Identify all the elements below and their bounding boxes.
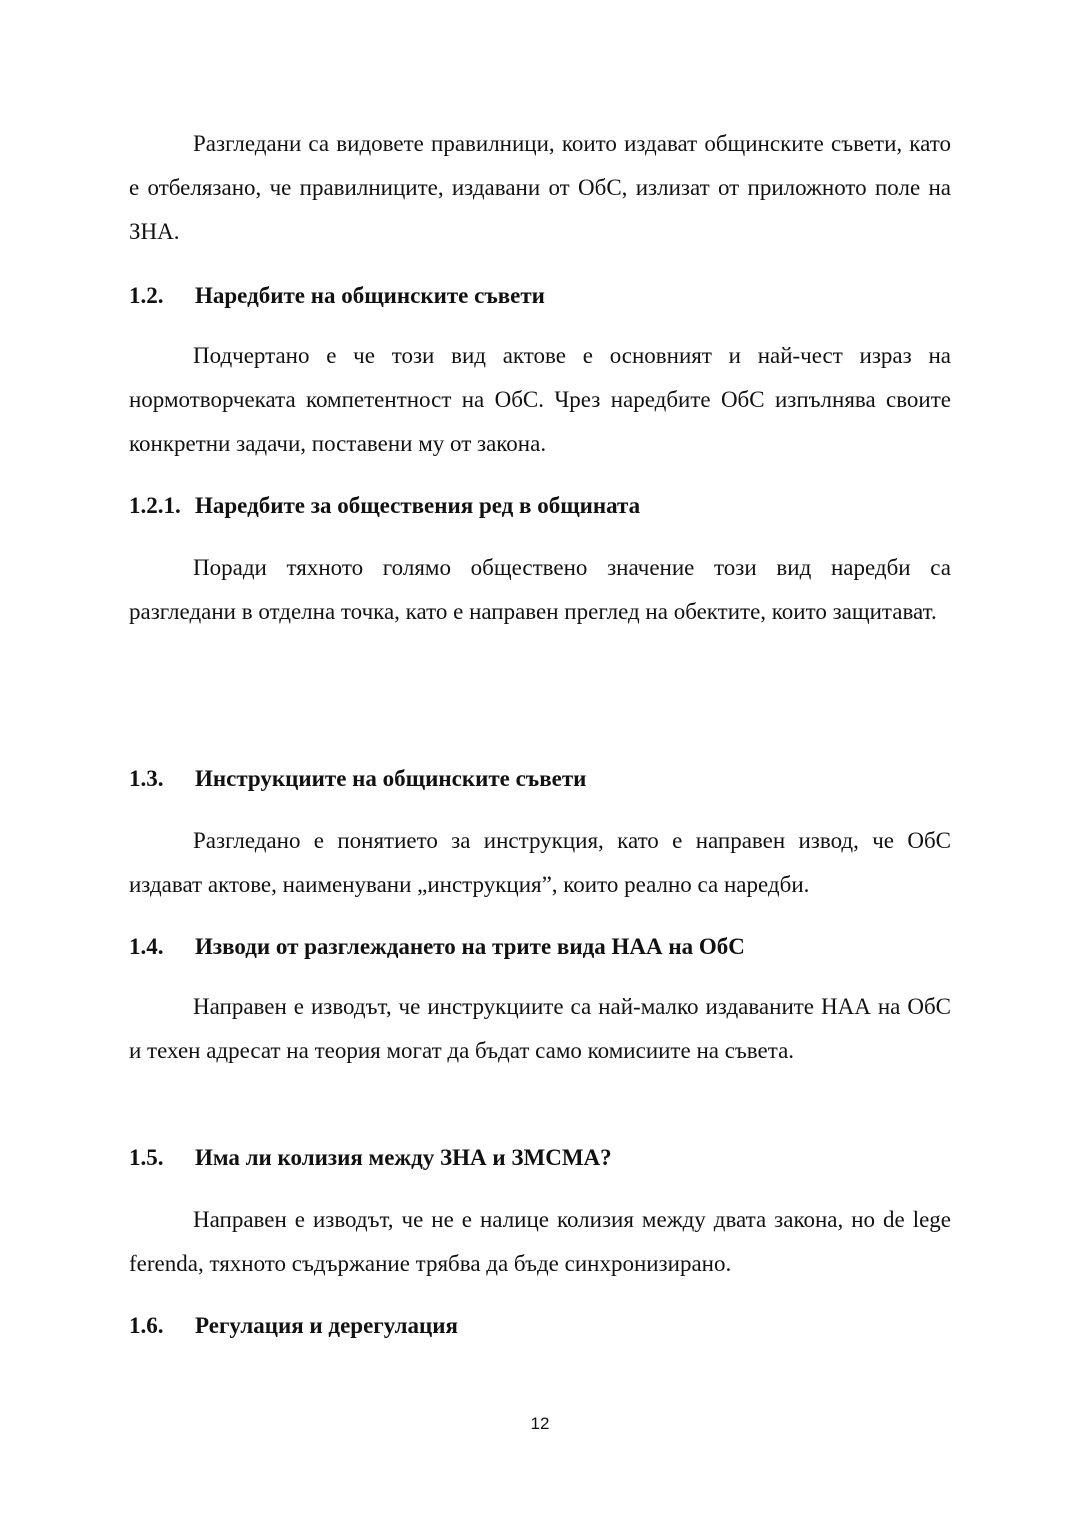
heading-1-4 — [129, 932, 951, 962]
heading-title: Инструкциите на общинските съвети — [195, 766, 587, 791]
paragraph-3: Поради тяхното голямо обществено значение този вид наредби са разгледани в отделна точка, като е направен преглед на обектите, които защитават. — [129, 555, 951, 624]
heading-1-2-1 — [129, 491, 951, 521]
page-number: 12 — [530, 1414, 550, 1433]
heading-1-5 — [129, 1143, 951, 1173]
heading-number: 1.2.1. — [129, 493, 181, 518]
heading-number: 1.5. — [129, 1145, 164, 1170]
heading-number: 1.4. — [129, 934, 164, 959]
heading-title: Наредбите за обществения ред в общината — [195, 493, 641, 518]
heading-title: Наредбите на общинските съвети — [195, 283, 545, 308]
heading-1-3 — [129, 764, 951, 794]
heading-1-2 — [129, 281, 951, 311]
paragraph-1: Разгледани са видовете правилници, които издават общинските съвети, като е отбелязано, че правилниците, издавани от ОбС, излизат от приложното поле на ЗНА. — [129, 131, 951, 244]
heading-title: Изводи от разглеждането на трите вида НАА на ОбС — [195, 934, 745, 959]
paragraph-6: Направен е изводът, че не е налице колизия между двата закона, но de lege ferenda, тяхното съдържание трябва да бъде синхронизирано. — [129, 1207, 951, 1276]
paragraph-2: Подчертано е че този вид актове е основният и най-чест израз на нормотворчеката компетентност на ОбС. Чрез наредбите ОбС изпълнява своите конкретни задачи, поставени му от закона. — [129, 343, 951, 456]
heading-1-6 — [129, 1311, 951, 1341]
heading-number: 1.2. — [129, 283, 164, 308]
heading-number: 1.6. — [129, 1313, 164, 1338]
paragraph-5: Направен е изводът, че инструкциите са най-малко издаваните НАА на ОбС и техен адресат на теория могат да бъдат само комисиите на съвета. — [129, 994, 951, 1063]
heading-title: Има ли колизия между ЗНА и ЗМСМА? — [195, 1145, 612, 1170]
heading-number: 1.3. — [129, 766, 164, 791]
heading-title: Регулация и дерегулация — [195, 1313, 458, 1338]
paragraph-4: Разгледано е понятието за инструкция, като е направен извод, че ОбС издават актове, наименувани „инструкция”, които реално са наредби. — [129, 828, 951, 897]
